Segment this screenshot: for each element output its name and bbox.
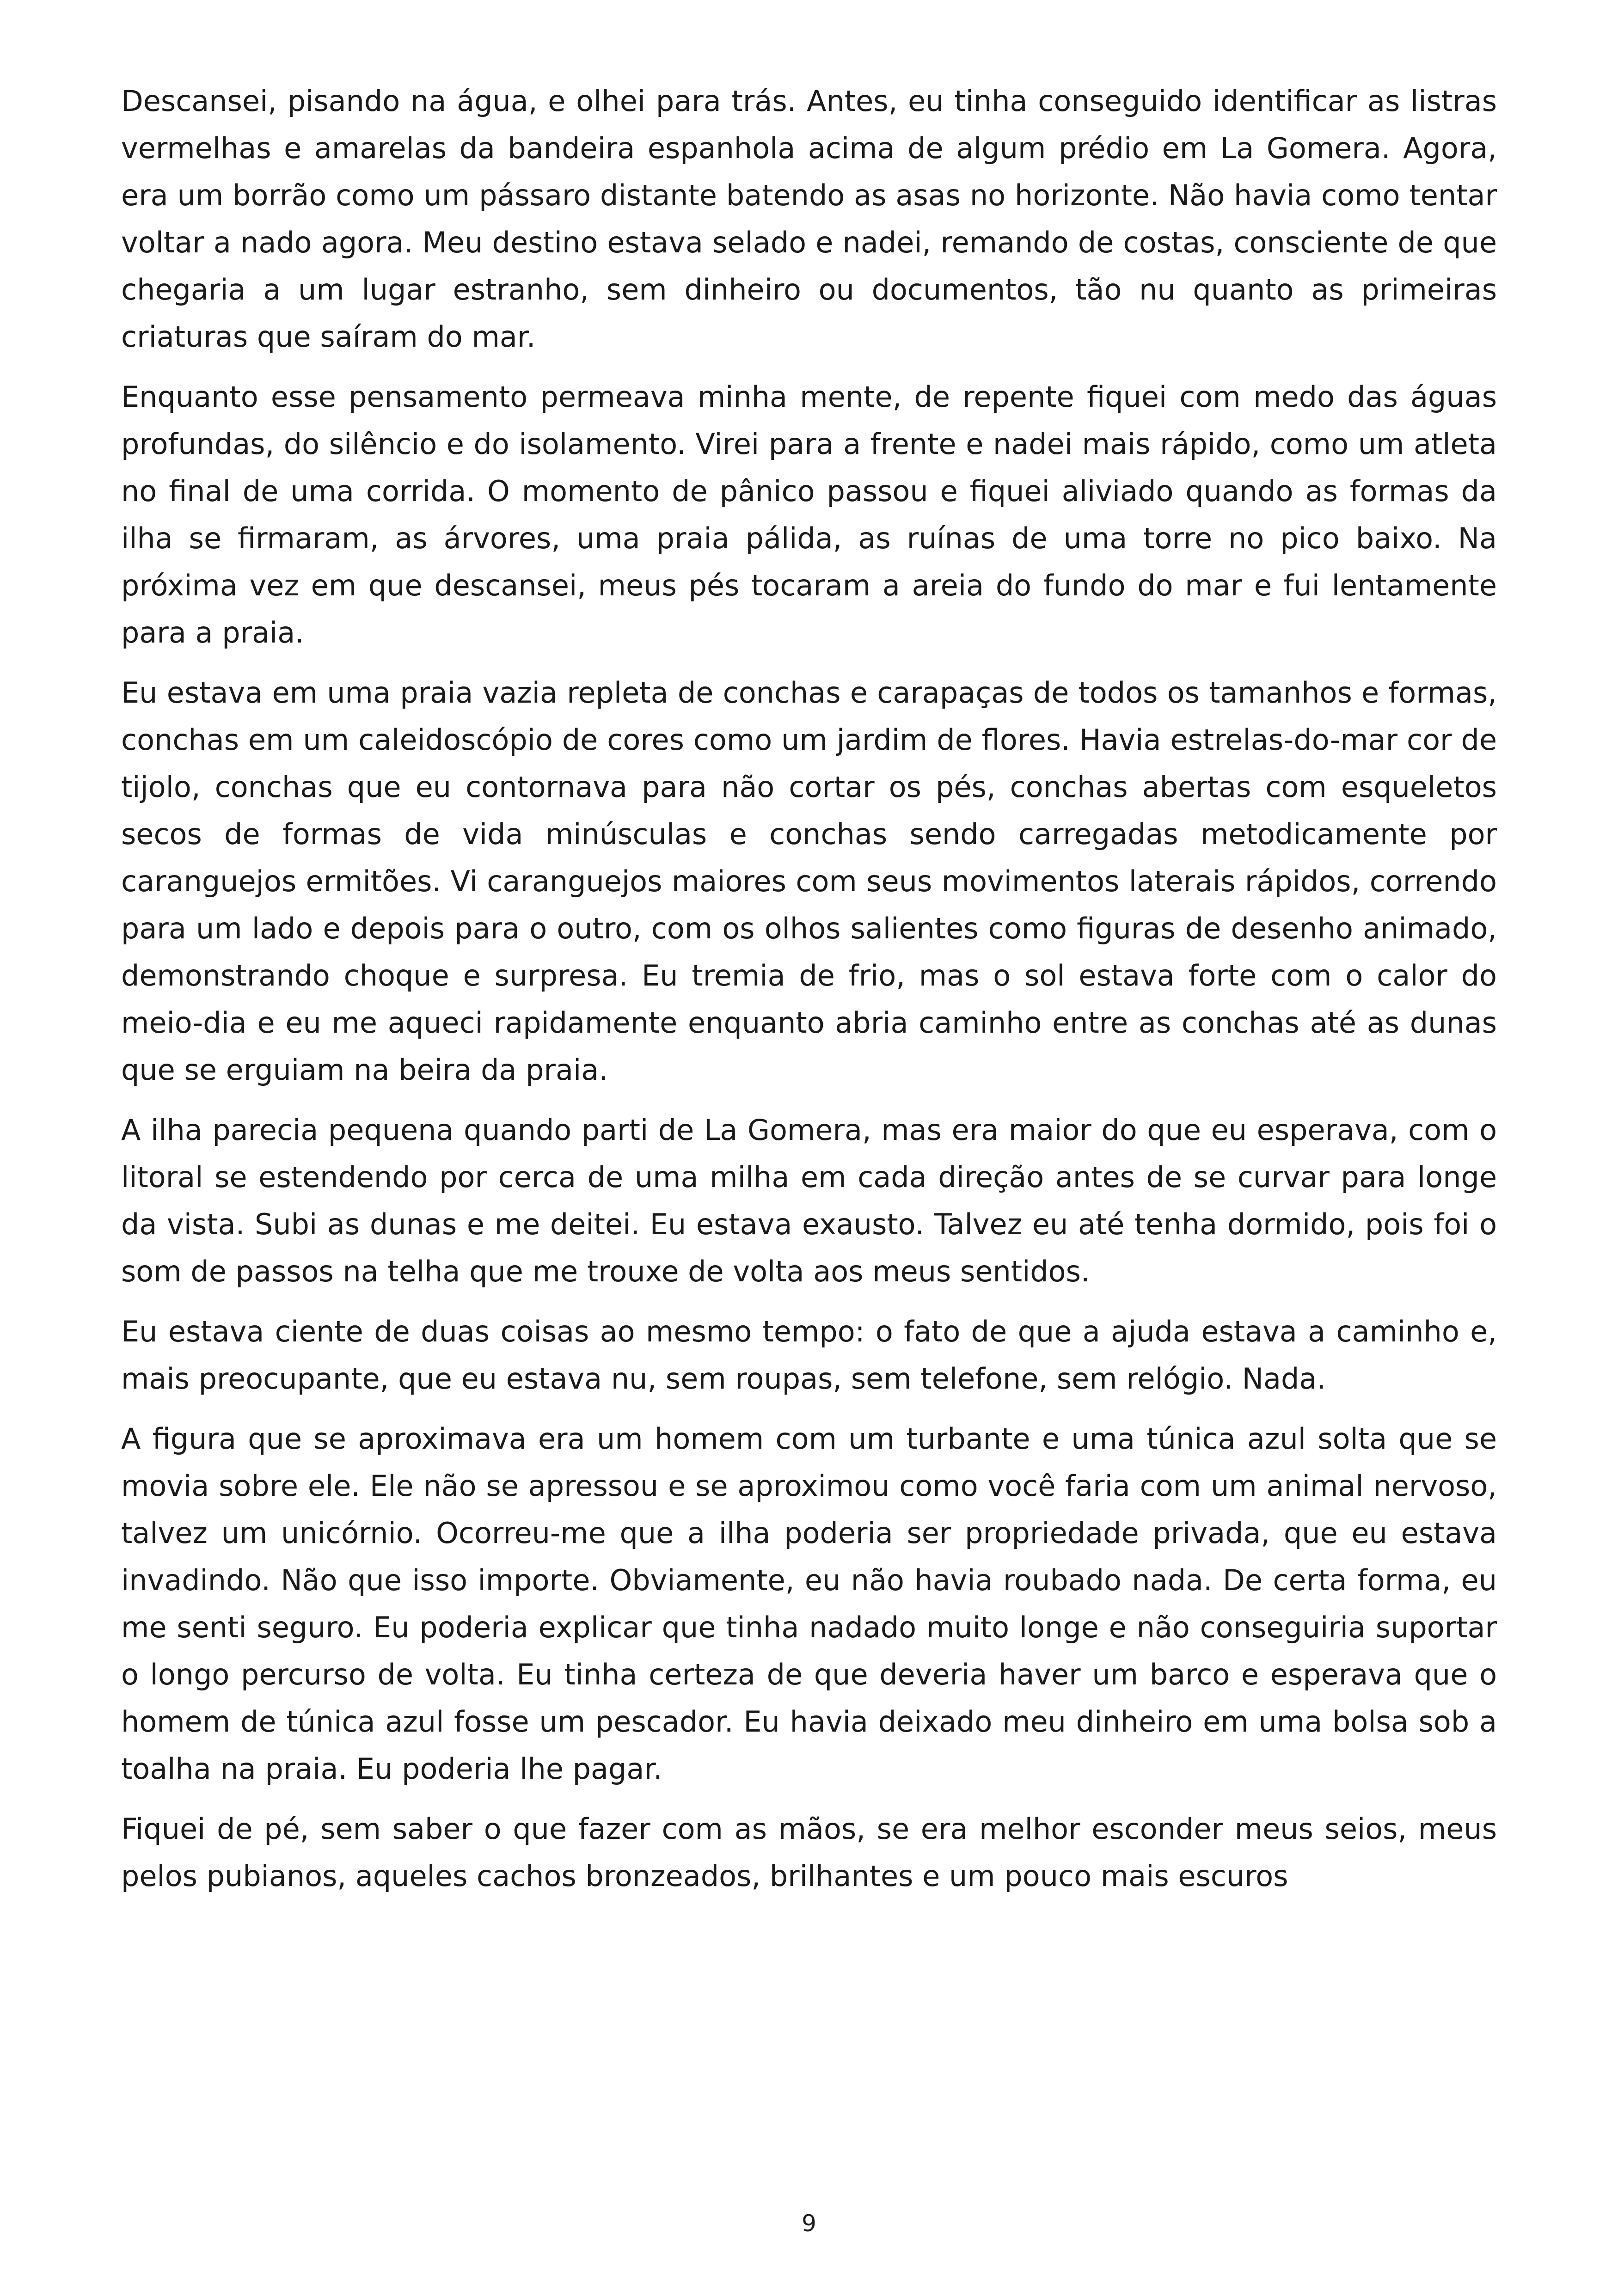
paragraph-2: Enquanto esse pensamento permeava minha mente, de repente fiquei com medo das águas profundas, do silêncio e do isolamento. Virei para a frente e nadei mais rápido, como um atleta no final de uma corrida. O momento de pânico passou e fiquei aliviado quando as formas da ilha se firmaram, as árvores, uma praia pálida, as ruínas de uma torre no pico baixo. Na próxima vez em que descansei, meus pés tocaram a areia do fundo do mar e fui lentamente para a praia. bbox=[121, 380, 1497, 649]
paragraph-5: Eu estava ciente de duas coisas ao mesmo tempo: o fato de que a ajuda estava a caminho e, mais preocupante, que eu estava nu, sem roupas, sem telefone, sem relógio. Nada. bbox=[121, 1315, 1497, 1396]
body-text bbox=[121, 78, 1497, 1913]
paragraph-1: Descansei, pisando na água, e olhei para trás. Antes, eu tinha conseguido identificar as listras vermelhas e amarelas da bandeira espanhola acima de algum prédio em La Gomera. Agora, era um borrão como um pássaro distante batendo as asas no horizonte. Não havia como tentar voltar a nado agora. Meu destino estava selado e nadei, remando de costas, consciente de que chegaria a um lugar estranho, sem dinheiro ou documentos, tão nu quanto as primeiras criaturas que saíram do mar. bbox=[121, 84, 1497, 354]
page-number: 9 bbox=[802, 2210, 816, 2237]
paragraph-6: A figura que se aproximava era um homem com um turbante e uma túnica azul solta que se movia sobre ele. Ele não se apressou e se aproximou como você faria com um animal nervoso, talvez um unicórnio. Ocorreu-me que a ilha poderia ser propriedade privada, que eu estava invadindo. Não que isso importe. Obviamente, eu não havia roubado nada. De certa forma, eu me senti seguro. Eu poderia explicar que tinha nadado muito longe e não conseguiria suportar o longo percurso de volta. Eu tinha certeza de que deveria haver um barco e esperava que o homem de túnica azul fosse um pescador. Eu havia deixado meu dinheiro em uma bolsa sob a toalha na praia. Eu poderia lhe pagar. bbox=[121, 1422, 1497, 1786]
paragraph-3: Eu estava em uma praia vazia repleta de conchas e carapaças de todos os tamanhos e formas, conchas em um caleidoscópio de cores como um jardim de flores. Havia estrelas-do-mar cor de tijolo, conchas que eu contornava para não cortar os pés, conchas abertas com esqueletos secos de formas de vida minúsculas e conchas sendo carregadas metodicamente por caranguejos ermitões. Vi caranguejos maiores com seus movimentos laterais rápidos, correndo para um lado e depois para o outro, com os olhos salientes como figuras de desenho animado, demonstrando choque e surpresa. Eu tremia de frio, mas o sol estava forte com o calor do meio-dia e eu me aqueci rapidamente enquanto abria caminho entre as conchas até as dunas que se erguiam na beira da praia. bbox=[121, 676, 1497, 1087]
paragraph-7: Fiquei de pé, sem saber o que fazer com as mãos, se era melhor esconder meus seios, meus pelos pubianos, aqueles cachos bronzeados, brilhantes e um pouco mais escuros bbox=[121, 1812, 1497, 1893]
paragraph-4: A ilha parecia pequena quando parti de La Gomera, mas era maior do que eu esperava, com o litoral se estendendo por cerca de uma milha em cada direção antes de se curvar para longe da vista. Subi as dunas e me deitei. Eu estava exausto. Talvez eu até tenha dormido, pois foi o som de passos na telha que me trouxe de volta aos meus sentidos. bbox=[121, 1113, 1497, 1288]
